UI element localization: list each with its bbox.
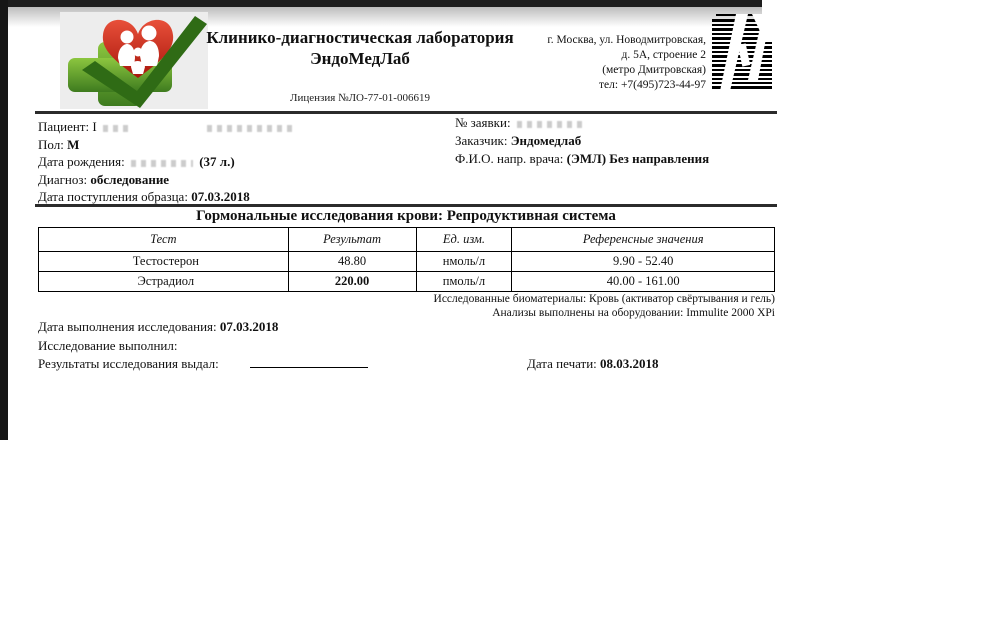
equipment-line: Анализы выполнены на оборудовании: Immulite 2000 XPi [492, 307, 775, 319]
age-value: (37 л.) [199, 154, 235, 169]
patient-label: Пациент: [38, 119, 90, 134]
doctor-label: Ф.И.О. напр. врача: [455, 151, 564, 166]
issued-by-row [38, 356, 368, 372]
patient-info [38, 118, 300, 206]
biomaterials-note [335, 292, 775, 320]
results-table [38, 227, 775, 292]
col-result: Результат [288, 228, 416, 252]
customer-value: Эндомедлаб [510, 133, 582, 148]
request-number-row [455, 114, 709, 132]
performed-date-row [38, 319, 278, 335]
signature-line [250, 356, 368, 368]
test-result: 48.80 [288, 252, 416, 272]
sample-date-label: Дата поступления образца: [38, 189, 188, 204]
performed-by-label: Исследование выполнил: [38, 338, 178, 353]
lab-title-line1: Клинико-диагностическая лаборатория [206, 28, 514, 47]
test-reference: 9.90 - 52.40 [512, 252, 775, 272]
test-result: 220.00 [288, 272, 416, 292]
table-row [39, 252, 775, 272]
redacted-text [517, 121, 585, 128]
scan-top-edge [0, 0, 762, 7]
birth-label: Дата рождения: [38, 154, 125, 169]
customer-label: Заказчик: [455, 133, 508, 148]
license-text: Лицензия №ЛО-77-01-006619 [290, 92, 430, 104]
address-line: (метро Дмитровская) [602, 64, 706, 76]
barcode-icon [712, 14, 775, 91]
address-line: д. 5А, строение 2 [621, 49, 706, 61]
col-test: Тест [39, 228, 289, 252]
sex-label: Пол: [38, 136, 64, 152]
lab-address [500, 33, 706, 93]
order-info [455, 114, 709, 168]
patient-birth-row [38, 153, 300, 171]
patient-name-row [38, 118, 300, 136]
lab-title [168, 27, 552, 69]
redacted-text [131, 160, 193, 167]
section-title: Гормональные исследования крови: Репродуктивная система [196, 208, 616, 224]
redacted-text [207, 125, 297, 132]
print-date-label: Дата печати: [527, 356, 597, 371]
sample-date-row [38, 188, 300, 206]
diagnosis-label: Диагноз: [38, 171, 88, 187]
results-header-row [39, 228, 775, 252]
sample-date-value: 07.03.2018 [191, 189, 250, 204]
test-name: Тестостерон [39, 252, 289, 272]
biomaterials-line: Исследованные биоматериалы: Кровь (активатор свёртывания и гель) [433, 293, 775, 305]
test-unit: пмоль/л [416, 272, 512, 292]
scan-left-edge [0, 0, 8, 440]
address-line: тел: +7(495)723-44-97 [599, 79, 706, 91]
patient-sex-row [38, 136, 300, 154]
issued-by-label: Результаты исследования выдал: [38, 356, 219, 371]
print-date-value: 08.03.2018 [600, 356, 659, 371]
performed-date-label: Дата выполнения исследования: [38, 319, 217, 334]
patient-name-value: I [92, 119, 97, 134]
address-line: г. Москва, ул. Новодмитровская, [547, 34, 706, 46]
performed-date-value: 07.03.2018 [219, 319, 279, 334]
test-name: Эстрадиол [39, 272, 289, 292]
section-separator [35, 204, 777, 207]
col-reference: Референсные значения [512, 228, 775, 252]
redacted-text [103, 125, 129, 132]
doctor-value: (ЭМЛ) Без направления [566, 151, 710, 166]
lab-title-line2: ЭндоМедЛаб [310, 49, 410, 68]
col-unit: Ед. изм. [416, 228, 512, 252]
performed-by-row [38, 338, 177, 354]
customer-row [455, 132, 709, 150]
table-row [39, 272, 775, 292]
test-reference: 40.00 - 161.00 [512, 272, 775, 292]
sex-value: М [67, 136, 80, 152]
patient-diagnosis-row [38, 171, 300, 189]
test-unit: нмоль/л [416, 252, 512, 272]
request-label: № заявки: [455, 115, 511, 130]
doctor-row [455, 150, 709, 168]
diagnosis-value: обследование [90, 171, 170, 187]
print-date-row [527, 356, 659, 372]
